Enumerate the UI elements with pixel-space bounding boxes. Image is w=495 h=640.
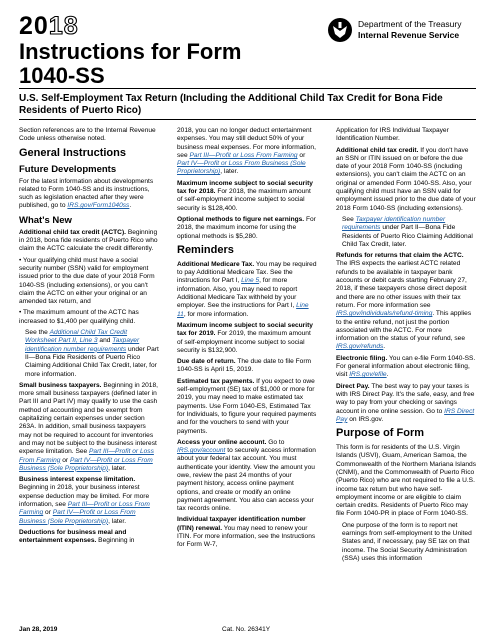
future-paragraph: For the latest information about developments related to Form 1040-SS and its instructions, such as legislation enacted after they were published, go to IRS.gov/Form1040ss. [19, 177, 154, 210]
title-line-1: Instructions for Form [19, 39, 242, 64]
link-refund-timing[interactable]: IRS.gov/individuals/refund-timing [336, 310, 433, 318]
actc-paragraph: Additional child tax credit (ACTC). Beginning in 2018, bona fide residents of Puerto Rico who claim the ACTC calculate the credit differently. [19, 228, 158, 253]
link-direct-pay[interactable]: IRS Direct Pay [336, 407, 475, 423]
page-title [19, 40, 241, 88]
heading-purpose-of-form: Purpose of Form [336, 427, 425, 440]
link-line-11[interactable]: Line 11 [177, 302, 309, 318]
heading-general-instructions: General Instructions [19, 146, 126, 159]
interest-expense-paragraph: Business interest expense limitation. Beginning in 2018, your business interest expense deduction may be limited. For more information, see Part III—Profit or Loss From Farming or Part IV—Profit or Loss From Business (Sole Proprietorship), later. [19, 476, 150, 525]
header-rule-top [19, 88, 476, 89]
link-irs-account[interactable]: IRS.gov/account [177, 447, 226, 455]
link-irs-efile[interactable]: IRS.gov/efile [349, 371, 387, 379]
max-income-2018-paragraph: Maximum income subject to social security tax for 2018. For 2018, the maximum amount of self-employment income subject to social security is $128,400. [177, 179, 313, 212]
form-subtitle: U.S. Self-Employment Tax Return (Including the Additional Child Tax Credit for Bona Fide Residents of Puerto Rico) [19, 93, 443, 116]
footer-cat-number: Cat. No. 26341Y [222, 626, 271, 633]
link-irs-refunds[interactable]: IRS.gov/refunds [336, 343, 384, 351]
link-line-5[interactable]: Line 5 [241, 277, 260, 285]
refunds-paragraph: Refunds for returns that claim the ACTC. The IRS expects the earliest ACTC related refunds to be available in taxpayer bank accounts or debit cards starting February 27, 2018, if these taxpayers chose direct deposit and there are no other issues with their tax return. For more information see IRS.gov/individuals/refund-timing. This applies to the entire refund, not just the portion associated with the ACTC. For more information on the status of your refund, see IRS.gov/refunds. [336, 252, 472, 351]
purpose-paragraph-2: One purpose of the form is to report net earnings from self-employment to the United States and, if necessary, pay SE tax on that income. The Social Security Administration (SSA) uses this information [342, 521, 472, 562]
footer-date: Jan 28, 2019 [19, 626, 58, 633]
efile-paragraph: Electronic filing. You can e-file Form 1040-SS. For general information about electronic filing, visit IRS.gov/efile. [336, 354, 476, 379]
link-part3-farming-3[interactable]: Part III—Profit or Loss From Farming [189, 151, 298, 159]
estimated-tax-paragraph: Estimated tax payments. If you expect to owe self-employment (SE) tax of $1,000 or more for 2019, you may need to make estimated tax payments. Use Form 1040-ES, Estimated Tax for Individuals, to figure your required payments and for the vouchers to send with your payments. [177, 377, 317, 435]
agency-lines [358, 19, 461, 41]
optional-methods-paragraph: Optional methods to figure net earnings. For 2018, the maximum income for using the optional methods is $5,280. [177, 215, 316, 240]
section-reference-note: Section references are to the Internal Revenue Code unless otherwise noted. [19, 127, 156, 143]
actc-bullet-2: • The maximum amount of the ACTC has increased to $1,400 per qualifying child. [19, 309, 139, 325]
deductions-continued: 2018, you can no longer deduct entertainment expenses. You may still deduct 50% of your business meal expenses. For more information, see Part III—Profit or Loss From Farming or Part IV—Profit or Loss From Business (Sole Proprietorship), later. [177, 127, 316, 176]
agency-line-2: Internal Revenue Service [358, 30, 460, 40]
link-form1040ss[interactable]: IRS.gov/Form1040ss [67, 202, 130, 210]
tin-see-paragraph: See Taxpayer identification number requirements under Part II—Bona Fide Residents of Puerto Rico Claiming Additional Child Tax Credit, later. [342, 215, 473, 248]
due-date-paragraph: Due date of return. The due date to file Form 1040-SS is April 15, 2019. [177, 358, 312, 374]
itin-paragraph: Individual taxpayer identification number (ITIN) renewal. You may need to renew your ITIN. For more information, see the Instructions for Form W-7, [177, 516, 316, 549]
link-part4-business-3[interactable]: Part IV—Profit or Loss From Business (Sole Proprietorship) [177, 160, 306, 176]
online-account-paragraph: Access your online account. Go to IRS.gov/account to securely access information about your federal tax account. You must authenticate your identity. View the amount you owe, review the past 24 months of your payment history, access online payment options, and create or modify an online payment agreement. You also can access your tax records online. [177, 438, 316, 513]
heading-reminders: Reminders [177, 243, 234, 256]
column-2 [177, 127, 317, 553]
column-3 [336, 127, 476, 566]
deductions-paragraph: Deductions for business meal and entertainment expenses. Beginning in [19, 528, 135, 545]
heading-future-developments: Future Developments [19, 163, 117, 175]
form-year [19, 14, 79, 39]
link-part4-business-2[interactable]: Part IV—Profit or Loss From Business (Sole Proprietorship) [19, 509, 136, 525]
heading-whats-new: What's New [19, 214, 72, 226]
medicare-paragraph: Additional Medicare Tax. You may be required to pay Additional Medicare Tax. See the instructions for Part I, Line 5, for more information. Also, you may need to report Additional Medicare Tax withheld by your employer. See the instructions for Part I, Line 11, for more information. [177, 260, 317, 318]
actc-bullet-1: • Your qualifying child must have a social security number (SSN) valid for employment issued prior to the due date of your 2018 Form 1040-SS (including extensions), or you can't claim the ACTC on either your original or an amended tax return, and [19, 256, 155, 306]
actc-see-paragraph: See the Additional Child Tax Credit Worksheet Part II, Line 3 and Taxpayer identification number requirements under Part II—Bona Fide Residents of Puerto Rico Claiming Additional Child Tax Credit, later, for more information. [25, 329, 159, 378]
year-prefix: 20 [19, 12, 49, 40]
link-part3-farming[interactable]: Part III—Profit or Loss From Farming [19, 448, 154, 464]
max-income-2019-paragraph: Maximum income subject to social security tax for 2019. For 2019, the maximum amount of self-employment income subject to social security is $132,900. [177, 321, 313, 354]
link-part3-farming-2[interactable]: Part III—Profit or Loss From Farming [19, 500, 150, 517]
column-1 [19, 127, 159, 548]
actc-reminder-paragraph: Additional child tax credit. If you don't have an SSN or ITIN issued on or before the due date of your 2018 Form 1040-SS (including extensions), you can't claim the ACTC on an original or amended Form 1040-SS. Also, your qualifying child must have an SSN valid for employment issued prior to the due date of your 2018 Form 1040-SS (including extensions). [336, 146, 476, 212]
header-rule-bottom [19, 119, 476, 120]
agency-block [326, 17, 476, 43]
purpose-paragraph: This form is for residents of the U.S. Virgin Islands (USVI), Guam, American Samoa, the Commonwealth of the Northern Mariana Islands (CNMI), and the Commonwealth of Puerto Rico (Puerto Rico) who are not required to file a U.S. income tax return but who have self-employment income or are eligible to claim certain credits. Residents of Puerto Rico may file Form 1040-PR in place of Form 1040-SS. [336, 444, 477, 518]
link-part4-business[interactable]: Part IV—Profit or Loss From Business (Sole Proprietorship) [19, 456, 153, 472]
agency-line-1: Department of the Treasury [358, 19, 462, 29]
link-tin-requirements[interactable]: Taxpayer identification number requirements [25, 337, 140, 353]
title-line-2: 1040-SS [19, 63, 105, 88]
year-suffix: 18 [48, 12, 79, 40]
direct-pay-paragraph: Direct Pay. The best way to pay your taxes is with IRS Direct Pay. It's the safe, easy, and free way to pay from your checking or savings account in one online session. Go to IRS Direct Pay on IRS.gov. [336, 382, 475, 423]
itin-continued: Application for IRS Individual Taxpayer Identification Number. [336, 127, 449, 143]
irs-eagle-logo-icon [326, 17, 354, 43]
link-tin-requirements-2[interactable]: Taxpayer identification number requirements [342, 215, 446, 232]
link-actc-worksheet[interactable]: Additional Child Tax Credit Worksheet Part II, Line 3 [25, 329, 128, 345]
small-business-paragraph: Small business taxpayers. Beginning in 2018, more small business taxpayers (defined later in Part III and Part IV) may qualify to use the cash method of accounting and be exempt from capitalizing certain expenses under section 263A. In addition, small business taxpayers may not be required to account for inventories and may not be subject to the business interest expense limitation. See Part III—Profit or Loss From Farming or Part IV—Profit or Loss From Business (Sole Proprietorship), later. [19, 381, 158, 472]
